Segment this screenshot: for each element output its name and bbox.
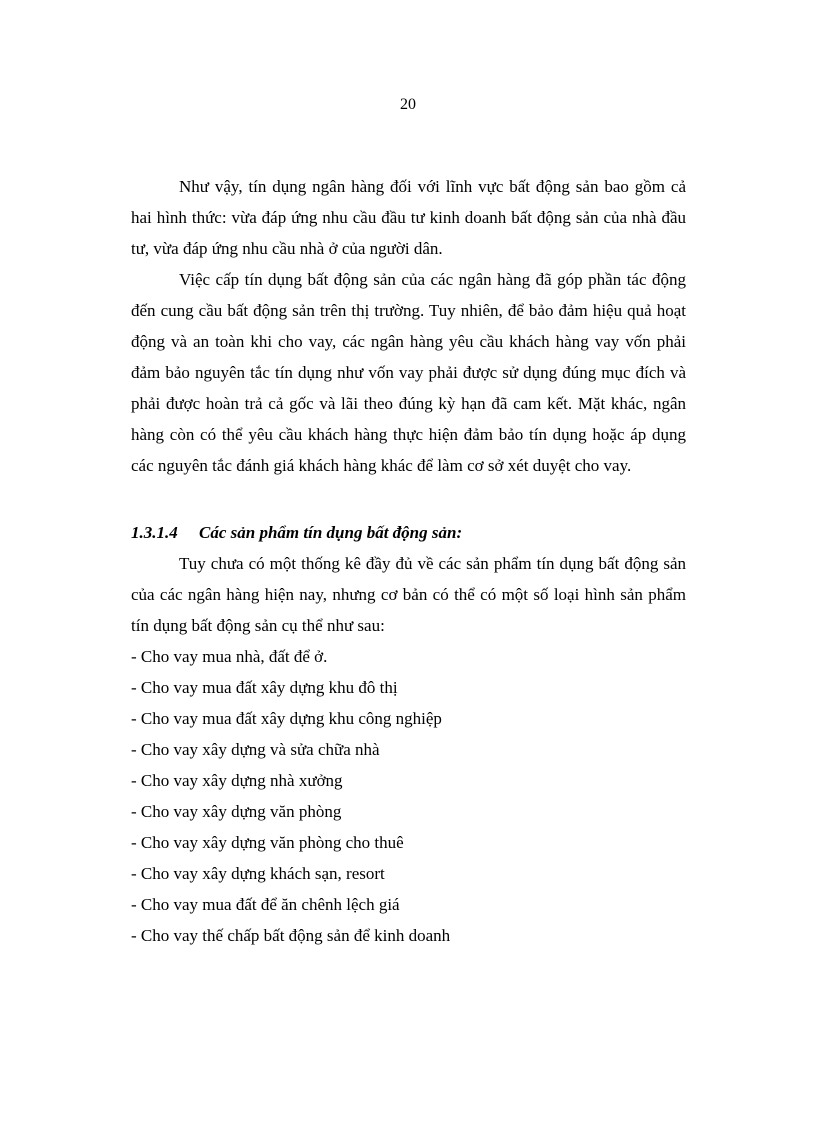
list-item: - Cho vay mua đất xây dựng khu đô thị: [131, 678, 398, 697]
list-item: - Cho vay xây dựng văn phòng cho thuê: [131, 833, 404, 852]
paragraph-products-intro: Tuy chưa có một thống kê đầy đủ về các sản phẩm tín dụng bất động sản của các ngân hàng hiện nay, nhưng cơ bản có thể có một số loại hình sản phẩm tín dụng bất động sản cụ thể như sau:: [131, 554, 686, 635]
list-item: - Cho vay xây dựng và sửa chữa nhà: [131, 740, 380, 759]
paragraph-credit-requirements: Việc cấp tín dụng bất động sản của các ngân hàng đã góp phần tác động đến cung cầu bất động sản trên thị trường. Tuy nhiên, để bảo đảm hiệu quả hoạt động và an toàn khi cho vay, các ngân hàng yêu cầu khách hàng vay vốn phải đảm bảo nguyên tắc tín dụng như vốn vay phải được sử dụng đúng mục đích và phải được hoàn trả cả gốc và lãi theo đúng kỳ hạn đã cam kết. Mặt khác, ngân hàng còn có thể yêu cầu khách hàng thực hiện đảm bảo tín dụng hoặc áp dụng các nguyên tắc đánh giá khách hàng khác để làm cơ sở xét duyệt cho vay.: [131, 270, 686, 475]
section-title: Các sản phẩm tín dụng bất động sản:: [199, 523, 463, 542]
list-item: - Cho vay xây dựng nhà xưởng: [131, 771, 343, 790]
list-item: - Cho vay xây dựng văn phòng: [131, 802, 342, 821]
section-heading: [131, 517, 686, 548]
product-list: [131, 641, 686, 951]
page-number: 20: [400, 96, 416, 113]
list-item: - Cho vay mua đất xây dựng khu công nghiệp: [131, 709, 442, 728]
section-number: 1.3.1.4: [131, 523, 178, 542]
list-item: - Cho vay mua đất để ăn chênh lệch giá: [131, 895, 400, 914]
list-item: - Cho vay thế chấp bất động sản để kinh doanh: [131, 926, 451, 945]
list-item: - Cho vay xây dựng khách sạn, resort: [131, 864, 385, 883]
paragraph-intro: Như vậy, tín dụng ngân hàng đối với lĩnh vực bất động sản bao gồm cả hai hình thức: vừa đáp ứng nhu cầu đầu tư kinh doanh bất động sản của nhà đầu tư, vừa đáp ứng nhu cầu nhà ở của người dân.: [131, 177, 686, 258]
list-item: - Cho vay mua nhà, đất để ở.: [131, 647, 328, 666]
